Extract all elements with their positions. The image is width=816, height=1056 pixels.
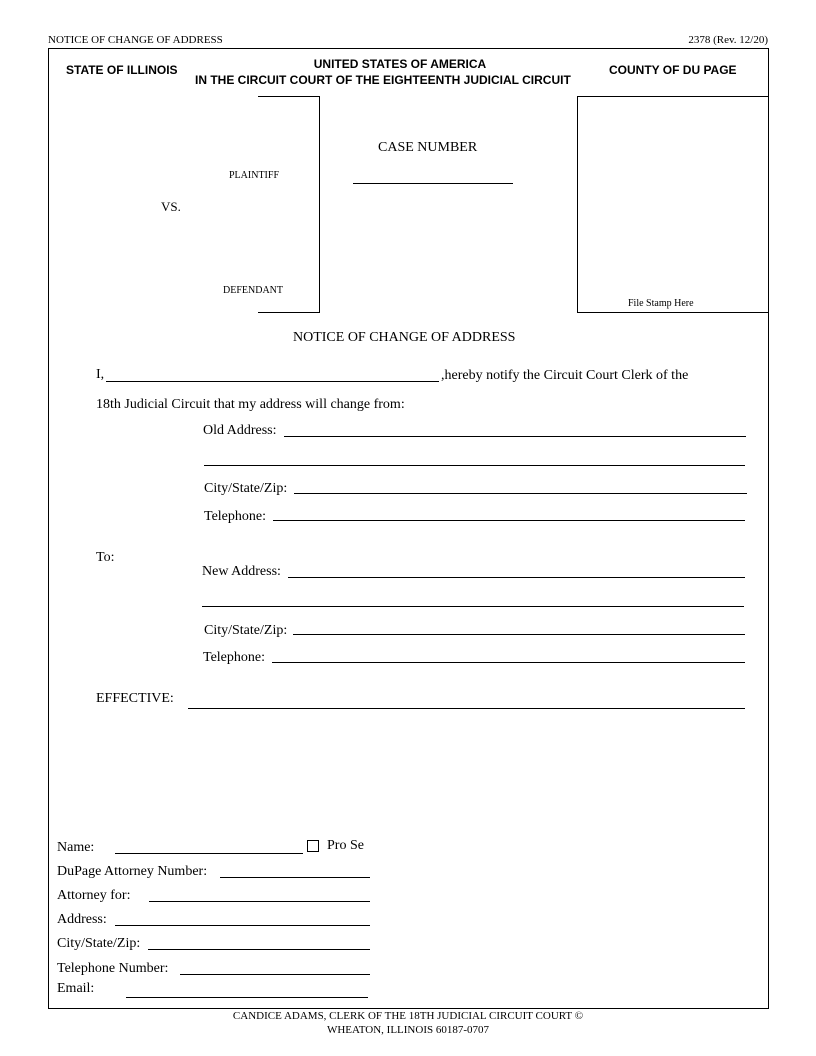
attorney-for-label: Attorney for: [57, 888, 131, 903]
new-address-line2-field[interactable] [202, 606, 744, 607]
effective-date-field[interactable] [188, 708, 745, 709]
filer-city-label: City/State/Zip: [57, 936, 141, 951]
name-field[interactable] [106, 381, 439, 382]
new-city-field[interactable] [293, 634, 745, 635]
filer-telephone-label: Telephone Number: [57, 961, 169, 976]
old-telephone-label: Telephone: [204, 509, 266, 524]
old-city-field[interactable] [294, 493, 747, 494]
pro-se-label: Pro Se [327, 838, 364, 853]
new-telephone-field[interactable] [272, 662, 745, 663]
filer-city-field[interactable] [148, 949, 370, 950]
party-box-bottom [258, 312, 320, 313]
attorney-number-field[interactable] [220, 877, 370, 878]
old-city-label: City/State/Zip: [204, 481, 288, 496]
plaintiff-label: PLAINTIFF [229, 170, 280, 181]
country-label: UNITED STATES OF AMERICA [313, 57, 487, 71]
case-number-label: CASE NUMBER [378, 140, 478, 155]
to-label: To: [96, 550, 115, 565]
new-city-label: City/State/Zip: [204, 623, 288, 638]
new-address-label: New Address: [202, 564, 281, 579]
notice-title: NOTICE OF CHANGE OF ADDRESS [293, 330, 516, 345]
filer-telephone-field[interactable] [180, 974, 370, 975]
vs-label: VS. [161, 199, 181, 214]
party-box-top [258, 96, 320, 97]
notify-text: ,hereby notify the Circuit Court Clerk of the [441, 368, 689, 383]
filer-email-label: Email: [57, 981, 95, 996]
case-number-field[interactable] [353, 183, 513, 184]
filer-email-field[interactable] [126, 997, 368, 998]
filer-address-label: Address: [57, 912, 107, 927]
old-address-field[interactable] [284, 436, 746, 437]
file-stamp-label: File Stamp Here [628, 298, 694, 309]
party-box-right [319, 96, 320, 313]
old-address-line2-field[interactable] [204, 465, 745, 466]
old-address-label: Old Address: [203, 423, 277, 438]
new-address-field[interactable] [288, 577, 745, 578]
form-number: 2378 (Rev. 12/20) [688, 34, 768, 46]
attorney-for-field[interactable] [149, 901, 370, 902]
file-stamp-left [577, 96, 578, 313]
pro-se-checkbox[interactable] [307, 840, 319, 852]
file-stamp-top [577, 96, 769, 97]
footer-clerk: CANDICE ADAMS, CLERK OF THE 18TH JUDICIAL CIRCUIT COURT © [232, 1010, 584, 1022]
state-label: STATE OF ILLINOIS [66, 63, 178, 77]
old-telephone-field[interactable] [273, 520, 745, 521]
effective-label: EFFECTIVE: [96, 691, 174, 706]
i-label: I, [96, 367, 105, 382]
filer-name-label: Name: [57, 840, 95, 855]
filer-name-field[interactable] [115, 853, 303, 854]
defendant-label: DEFENDANT [223, 285, 283, 296]
new-telephone-label: Telephone: [203, 650, 265, 665]
form-title-header: NOTICE OF CHANGE OF ADDRESS [48, 34, 223, 46]
footer-location: WHEATON, ILLINOIS 60187-0707 [326, 1024, 490, 1036]
circuit-text: 18th Judicial Circuit that my address will change from: [96, 397, 405, 412]
court-label: IN THE CIRCUIT COURT OF THE EIGHTEENTH JUDICIAL CIRCUIT [195, 73, 571, 87]
attorney-number-label: DuPage Attorney Number: [57, 864, 208, 879]
filer-address-field[interactable] [115, 925, 370, 926]
file-stamp-bottom [577, 312, 769, 313]
county-label: COUNTY OF DU PAGE [609, 63, 737, 77]
